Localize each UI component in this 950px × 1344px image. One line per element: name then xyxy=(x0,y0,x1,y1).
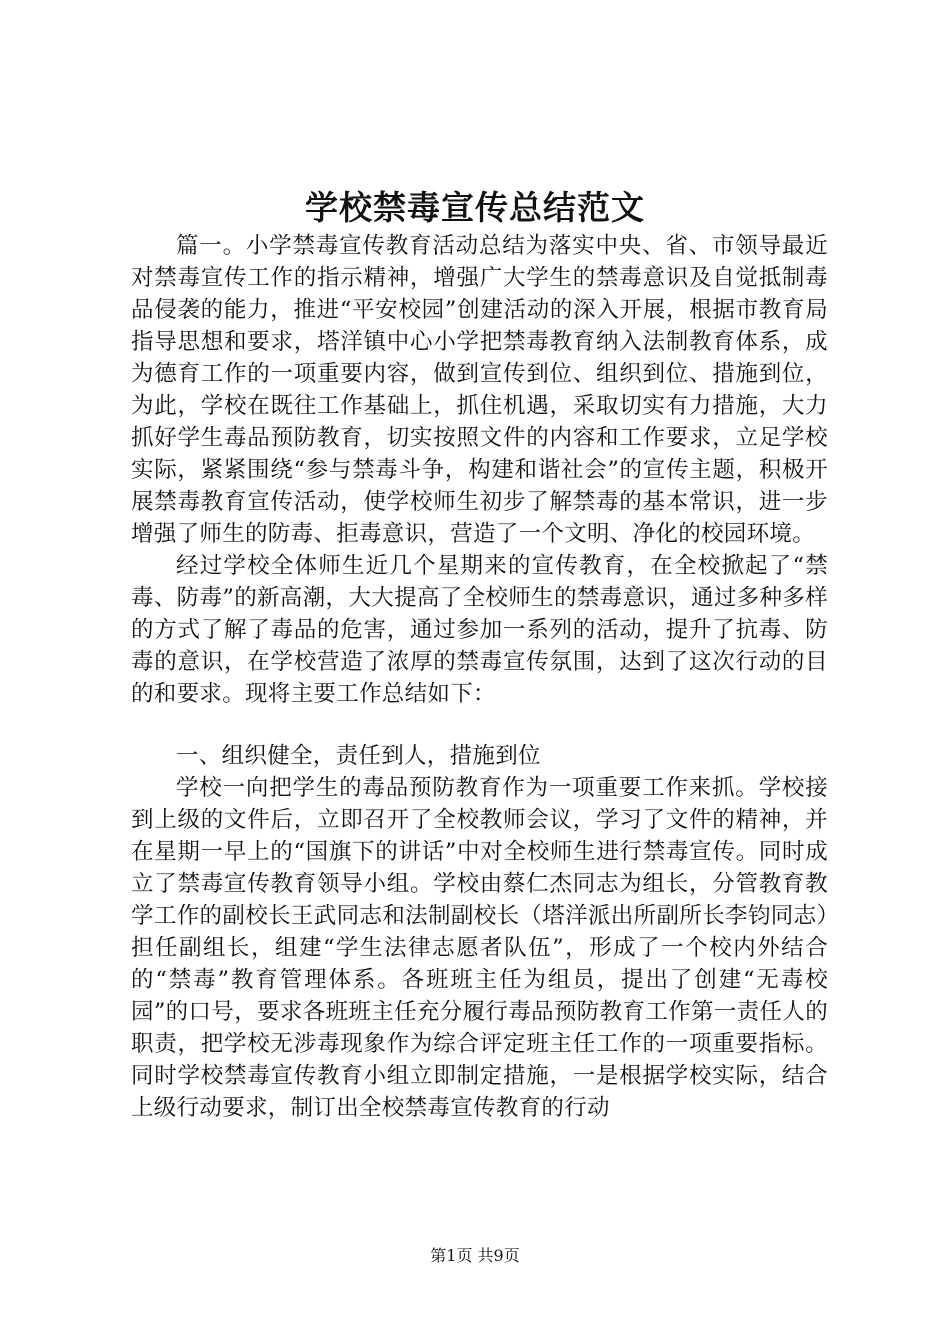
body-paragraph: 经过学校全体师生近几个星期来的宣传教育，在全校掀起了“禁毒、防毒”的新高潮，大大提高了全校师生的禁毒意识，通过多种多样的方式了解了毒品的危害，通过参加一系列的活动，提升了抗毒、防毒的意识，在学校营造了浓厚的禁毒宣传氛围，达到了这次行动的目的和要求。现将主要工作总结如下： xyxy=(131,553,828,707)
section-heading: 一、组织健全，责任到人，措施到位 xyxy=(176,743,541,769)
document-body xyxy=(131,230,828,1124)
document-title: 学校禁毒宣传总结范文 xyxy=(305,188,645,227)
section-paragraph: 学校一向把学生的毒品预防教育作为一项重要工作来抓。学校接到上级的文件后，立即召开了全校教师会议，学习了文件的精神，并在星期一早上的“国旗下的讲话”中对全校师生进行禁毒宣传。同时成立了禁毒宣传教育领导小组。学校由蔡仁杰同志为组长，分管教育教学工作的副校长王武同志和法制副校长（塔洋派出所副所长李钧同志）担任副组长，组建“学生法律志愿者队伍”，形成了一个校内外结合的“禁毒”教育管理体系。各班班主任为组员，提出了创建“无毒校园”的口号，要求各班班主任充分履行毒品预防教育工作第一责任人的职责，把学校无涉毒现象作为综合评定班主任工作的一项重要指标。同时学校禁毒宣传教育小组立即制定措施，一是根据学校实际，结合上级行动要求，制订出全校禁毒宣传教育的行动 xyxy=(131,775,828,1121)
body-paragraph: 篇一。小学禁毒宣传教育活动总结为落实中央、省、市领导最近对禁毒宣传工作的指示精神，增强广大学生的禁毒意识及自觉抵制毒品侵袭的能力，推进“平安校园”创建活动的深入开展，根据市教育局指导思想和要求，塔洋镇中心小学把禁毒教育纳入法制教育体系，成为德育工作的一项重要内容，做到宣传到位、组织到位、措施到位，为此，学校在既往工作基础上，抓住机遇，采取切实有力措施，大力抓好学生毒品预防教育，切实按照文件的内容和工作要求，立足学校实际，紧紧围绕“参与禁毒斗争，构建和谐社会”的宣传主题，积极开展禁毒教育宣传活动，使学校师生初步了解禁毒的基本常识，进一步增强了师生的防毒、拒毒意识，营造了一个文明、净化的校园环境。 xyxy=(131,233,828,547)
page-number-footer: 第1页 共9页 xyxy=(430,1246,520,1265)
